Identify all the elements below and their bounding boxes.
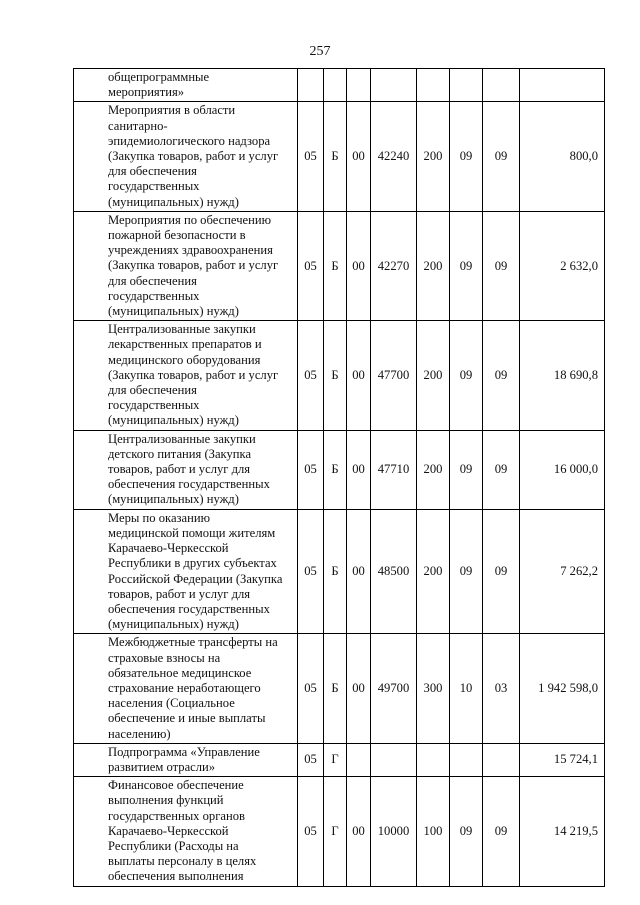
code-program-cell: 05 [298,321,324,430]
code-expense-cell: 47710 [371,430,417,509]
description-line: развитием отрасли» [108,759,216,774]
code-program-cell: 05 [298,743,324,776]
amount-cell: 800,0 [520,102,605,211]
code-program-cell: 05 [298,634,324,743]
description-line: государственных [108,398,200,413]
description-line: Мероприятия по обеспечению [108,212,272,227]
section-cell [450,69,483,102]
code-program-cell: 05 [298,102,324,211]
description-line: (муниципальных) нужд) [108,194,239,209]
description-cell [74,102,298,211]
amount-cell: 14 219,5 [520,777,605,886]
description-line: мероприятия» [108,85,185,100]
expense-type-cell: 200 [417,211,450,320]
code-program-cell: 05 [298,777,324,886]
description-line: (Закупка товаров, работ и услуг [108,258,279,273]
description-line: медицинской помощи жителям [108,525,276,540]
description-line: населению) [108,726,171,741]
code-expense-cell: 10000 [371,777,417,886]
table-row [74,430,605,509]
description-line: Российской Федерации (Закупка [108,571,283,586]
description-cell [74,509,298,634]
table-row [74,743,605,776]
description-line: Межбюджетные трансферты на [108,635,278,650]
description-line: для обеспечения [108,383,197,398]
description-cell [74,634,298,743]
subsection-cell: 09 [483,321,520,430]
description-line: государственных органов [108,808,245,823]
description-line: выплаты персоналу в целях [108,854,257,869]
description-line: эпидемиологического надзора [108,133,271,148]
description-line: Централизованные закупки [108,431,256,446]
description-line: обеспечения государственных [108,477,270,492]
code-direction-cell: 00 [347,777,371,886]
code-expense-cell: 42270 [371,211,417,320]
section-cell: 10 [450,634,483,743]
description-cell [74,430,298,509]
description-line: Финансовое обеспечение [108,778,244,793]
table-row [74,69,605,102]
table-row [74,321,605,430]
description-line: (муниципальных) нужд) [108,492,239,507]
page-number: 257 [309,44,331,59]
description-line: (Закупка товаров, работ и услуг [108,149,279,164]
description-line: Централизованные закупки [108,322,256,337]
description-line: товаров, работ и услуг для [108,462,251,477]
code-direction-cell [347,69,371,102]
description-line: Республики (Расходы на [108,838,239,853]
description-line: (муниципальных) нужд) [108,413,239,428]
subsection-cell [483,743,520,776]
expense-type-cell: 200 [417,430,450,509]
description-line: государственных [108,179,200,194]
description-cell [74,69,298,102]
subsection-cell [483,69,520,102]
description-cell [74,211,298,320]
description-cell [74,321,298,430]
code-direction-cell: 00 [347,634,371,743]
code-expense-cell [371,743,417,776]
code-direction-cell: 00 [347,509,371,634]
table-row [74,102,605,211]
description-line: детского питания (Закупка [108,446,252,461]
description-line: обеспечения государственных [108,601,270,616]
description-line: для обеспечения [108,164,197,179]
code-expense-cell: 49700 [371,634,417,743]
description-line: пожарной безопасности в [108,228,246,243]
budget-table [73,68,605,887]
description-line: общепрограммные [108,70,210,84]
amount-cell: 7 262,2 [520,509,605,634]
description-line: (муниципальных) нужд) [108,304,239,319]
code-direction-cell: 00 [347,430,371,509]
subsection-cell: 09 [483,102,520,211]
subsection-cell: 09 [483,430,520,509]
description-line: Подпрограмма «Управление [108,744,260,759]
section-cell: 09 [450,777,483,886]
description-line: государственных [108,288,200,303]
description-cell [74,743,298,776]
description-line: (Закупка товаров, работ и услуг [108,367,279,382]
section-cell: 09 [450,211,483,320]
code-subprogram-cell: Б [324,211,347,320]
code-subprogram-cell: Б [324,102,347,211]
code-program-cell: 05 [298,211,324,320]
code-direction-cell: 00 [347,321,371,430]
subsection-cell: 03 [483,634,520,743]
description-line: обязательное медицинское [108,665,252,680]
description-line: Карачаево-Черкесской [108,541,229,556]
expense-type-cell: 200 [417,102,450,211]
section-cell: 09 [450,102,483,211]
description-line: Меры по оказанию [108,510,210,525]
description-line: страховые взносы на [108,650,221,665]
table-row [74,211,605,320]
description-line: страхование неработающего [108,680,261,695]
code-subprogram-cell: Б [324,634,347,743]
subsection-cell: 09 [483,211,520,320]
expense-type-cell [417,743,450,776]
amount-cell: 16 000,0 [520,430,605,509]
section-cell: 09 [450,509,483,634]
table-row [74,509,605,634]
description-line: Мероприятия в области [108,103,236,118]
description-line: санитарно- [108,118,168,133]
description-cell [74,777,298,886]
amount-cell: 18 690,8 [520,321,605,430]
expense-type-cell [417,69,450,102]
description-line: (муниципальных) нужд) [108,617,239,632]
description-line: Карачаево-Черкесской [108,823,229,838]
code-expense-cell [371,69,417,102]
code-subprogram-cell: Г [324,743,347,776]
expense-type-cell: 200 [417,509,450,634]
code-program-cell [298,69,324,102]
expense-type-cell: 300 [417,634,450,743]
code-subprogram-cell [324,69,347,102]
description-line: обеспечение и иные выплаты [108,711,266,726]
expense-type-cell: 200 [417,321,450,430]
code-subprogram-cell: Б [324,430,347,509]
code-direction-cell: 00 [347,211,371,320]
code-direction-cell [347,743,371,776]
code-expense-cell: 42240 [371,102,417,211]
section-cell: 09 [450,321,483,430]
amount-cell: 2 632,0 [520,211,605,320]
section-cell: 09 [450,430,483,509]
description-line: выполнения функций [108,793,224,808]
code-expense-cell: 47700 [371,321,417,430]
description-line: Республики в других субъектах [108,556,277,571]
subsection-cell: 09 [483,777,520,886]
code-expense-cell: 48500 [371,509,417,634]
table-row [74,634,605,743]
code-subprogram-cell: Б [324,509,347,634]
subsection-cell: 09 [483,509,520,634]
description-line: обеспечения выполнения [108,869,244,884]
code-program-cell: 05 [298,430,324,509]
amount-cell: 15 724,1 [520,743,605,776]
amount-cell: 1 942 598,0 [520,634,605,743]
table-row [74,777,605,886]
description-line: населения (Социальное [108,696,235,711]
description-line: учреждениях здравоохранения [108,243,273,258]
code-direction-cell: 00 [347,102,371,211]
code-subprogram-cell: Г [324,777,347,886]
code-program-cell: 05 [298,509,324,634]
description-line: для обеспечения [108,273,197,288]
expense-type-cell: 100 [417,777,450,886]
amount-cell [520,69,605,102]
description-line: товаров, работ и услуг для [108,586,251,601]
code-subprogram-cell: Б [324,321,347,430]
section-cell [450,743,483,776]
description-line: лекарственных препаратов и [108,337,262,352]
description-line: медицинского оборудования [108,352,261,367]
